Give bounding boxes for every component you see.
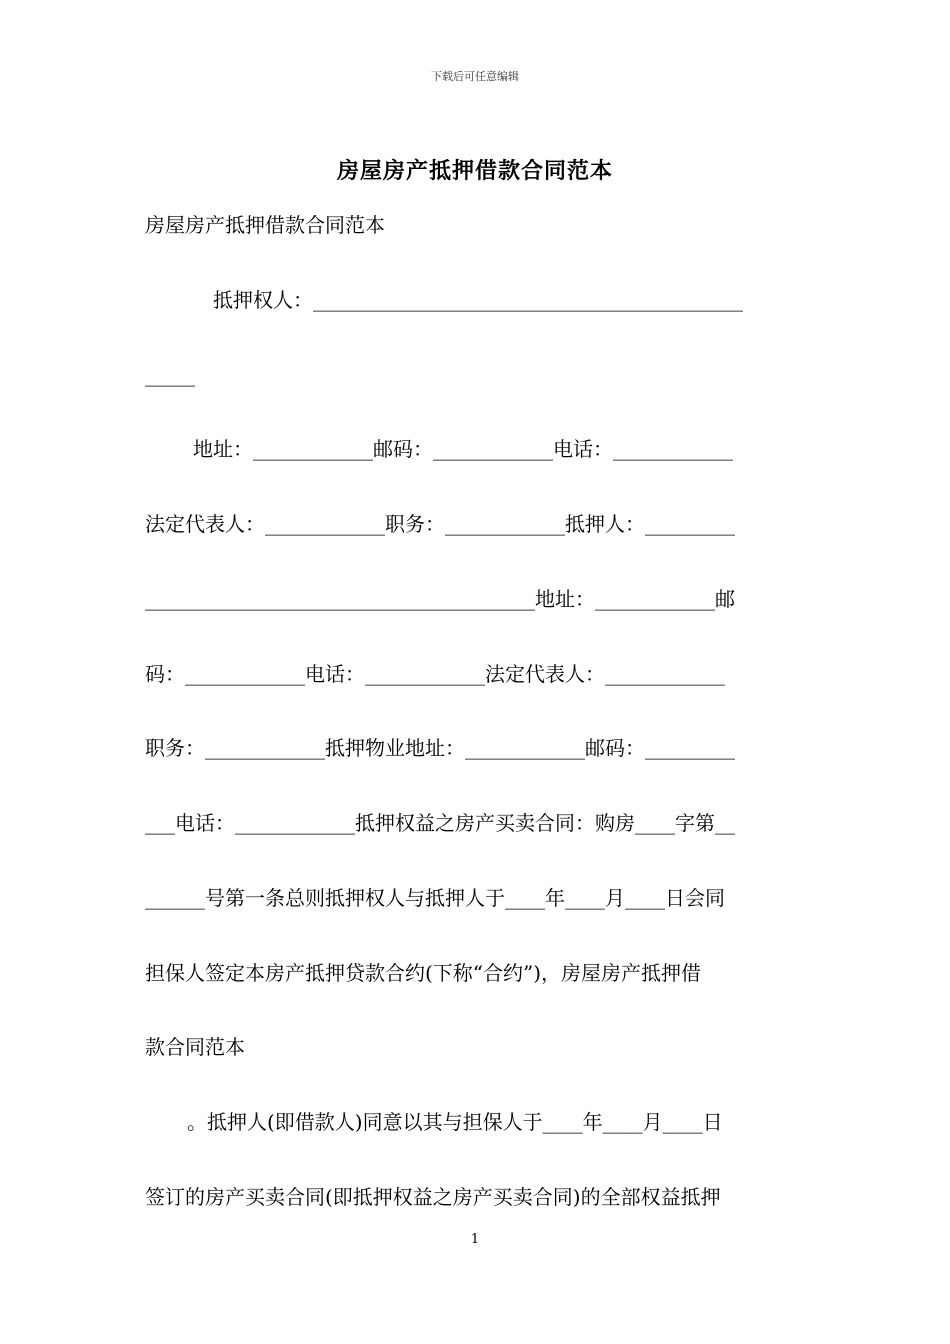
- body-line-borrower: 。抵押人(即借款人)同意以其与担保人于____年____月____日: [187, 1110, 723, 1134]
- header-note: 下载后可任意编辑: [431, 70, 519, 83]
- body-line-continuation: _____: [145, 363, 195, 387]
- body-line-guarantor: 担保人签定本房产抵押贷款合约(下称“合约”)，房屋房产抵押借: [145, 961, 702, 985]
- body-line-address: 地址：____________邮码：____________电话：____________: [193, 437, 733, 461]
- body-line-postcode-phone: 码：____________电话：____________法定代表人：____________: [145, 662, 725, 686]
- body-line-sales-contract: 签订的房产买卖合同(即抵押权益之房产买卖合同)的全部权益抵押: [145, 1185, 721, 1209]
- body-line-legal-rep: 法定代表人：____________职务：____________抵押人：_________: [145, 512, 735, 536]
- body-line-mortgagee: 抵押权人：___________________________________________: [213, 288, 743, 312]
- page-number: 1: [470, 1232, 480, 1247]
- body-line-title-ref: 款合同范本: [145, 1035, 245, 1059]
- body-line-article-one: ______号第一条总则抵押权人与抵押人于____年____月____日会同: [145, 886, 725, 910]
- body-line-mortgagor-address: _______________________________________地址：____________邮: [145, 587, 735, 611]
- body-line-subtitle: 房屋房产抵押借款合同范本: [145, 213, 385, 237]
- body-line-position-property: 职务：____________抵押物业地址：____________邮码：_________: [145, 736, 735, 760]
- body-line-phone-contract: ___电话：____________抵押权益之房产买卖合同：购房____字第__: [145, 811, 735, 835]
- document-title: 房屋房产抵押借款合同范本: [336, 158, 613, 184]
